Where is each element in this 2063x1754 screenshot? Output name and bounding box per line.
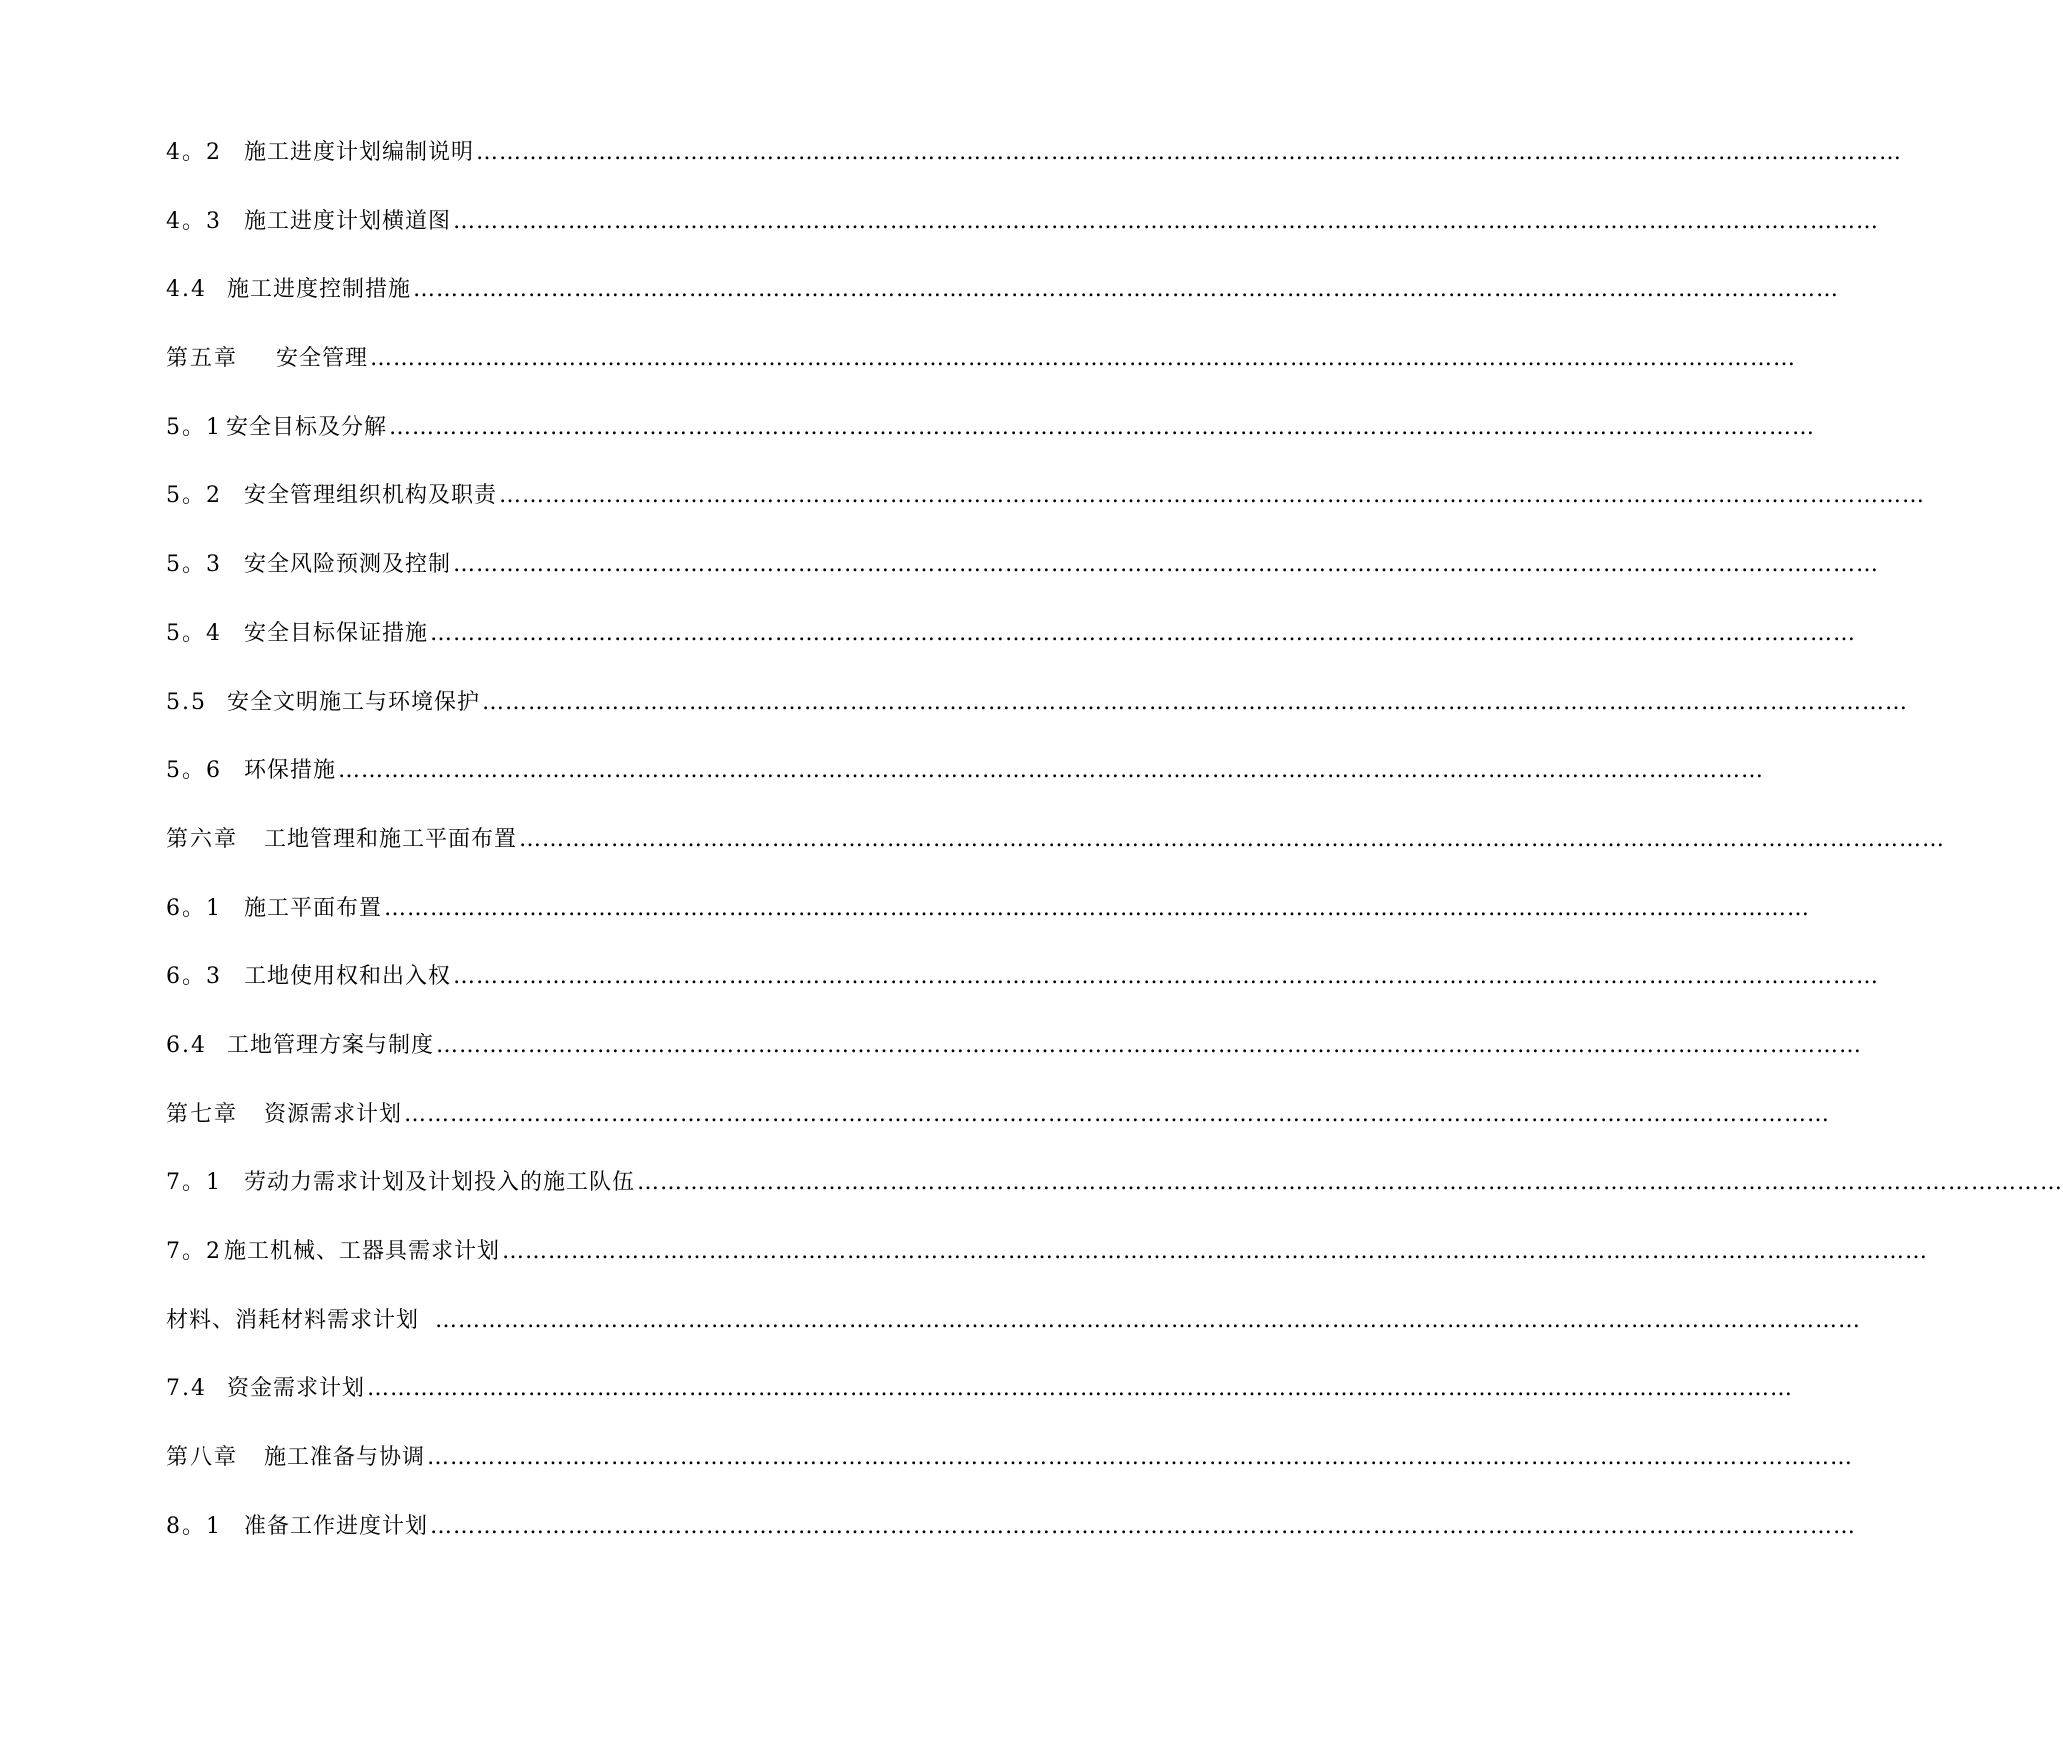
toc-entry-5-6 [166, 756, 1765, 825]
toc-entry-number: 6。3 [166, 964, 222, 990]
toc-dot-leader: …………………………………………………………………………………………………………………………………………………………………… [519, 826, 1946, 852]
toc-dot-leader: …………………………………………………………………………………………………………………………………………………………………… [436, 1032, 1863, 1058]
toc-entry-6-4 [166, 1031, 1863, 1100]
toc-dot-leader: …………………………………………………………………………………………………………………………………………………………………… [637, 1170, 2063, 1196]
toc-entry-5-3 [166, 550, 1880, 619]
toc-entry-5-4 [166, 619, 1857, 688]
table-of-contents [166, 138, 2063, 1580]
toc-entry-chapter-8 [166, 1443, 1854, 1512]
toc-entry-number: 8。1 [166, 1513, 222, 1539]
toc-entry-number: 7.4 [166, 1376, 207, 1402]
toc-entry-title: 安全目标保证措施 [244, 620, 429, 646]
toc-entry-number: 4。3 [166, 208, 222, 234]
toc-entry-7-1 [166, 1168, 2063, 1237]
toc-entry-5-1 [166, 413, 1816, 482]
toc-dot-leader: …………………………………………………………………………………………………………………………………………………………………… [435, 1307, 1862, 1333]
toc-entry-number: 第七章 [166, 1101, 239, 1127]
toc-entry-title: 安全风险预测及控制 [244, 552, 452, 578]
toc-entry-chapter-6 [166, 825, 1946, 894]
toc-entry-title: 材料、消耗材料需求计划 [166, 1307, 420, 1333]
toc-entry-title: 工地管理和施工平面布置 [264, 826, 518, 852]
toc-entry-title: 施工准备与协调 [264, 1445, 426, 1471]
toc-dot-leader: …………………………………………………………………………………………………………………………………………………………………… [502, 1239, 1929, 1264]
toc-entry-title: 资金需求计划 [227, 1376, 366, 1402]
toc-entry-5-2 [166, 481, 1926, 550]
toc-entry-4-3 [166, 207, 1880, 276]
toc-entry-number: 5.5 [166, 689, 207, 715]
toc-entry-title: 安全目标及分解 [226, 414, 388, 440]
toc-entry-4-4 [166, 275, 1840, 344]
toc-entry-chapter-5 [166, 344, 1797, 413]
toc-entry-8-1 [166, 1512, 1857, 1581]
toc-entry-number: 5。1 [166, 414, 222, 440]
toc-entry-title: 资源需求计划 [264, 1101, 403, 1127]
toc-entry-number: 5。6 [166, 758, 222, 784]
toc-dot-leader: …………………………………………………………………………………………………………………………………………………………………… [453, 208, 1880, 234]
toc-entry-number: 5。4 [166, 620, 222, 646]
toc-entry-title: 环保措施 [244, 758, 337, 784]
toc-entry-5-5 [166, 688, 1909, 757]
toc-entry-chapter-7 [166, 1100, 1831, 1169]
toc-entry-title: 劳动力需求计划及计划投入的施工队伍 [244, 1170, 636, 1196]
toc-dot-leader: …………………………………………………………………………………………………………………………………………………………………… [389, 414, 1816, 440]
toc-entry-materials [166, 1306, 1862, 1375]
toc-entry-number: 第五章 [166, 346, 239, 372]
toc-entry-title: 工地使用权和出入权 [244, 964, 452, 990]
toc-entry-title: 施工机械、工器具需求计划 [224, 1239, 501, 1264]
toc-entry-number: 4.4 [166, 277, 207, 303]
toc-entry-6-3 [166, 962, 1880, 1031]
toc-entry-title: 施工平面布置 [244, 895, 383, 921]
toc-dot-leader: …………………………………………………………………………………………………………………………………………………………………… [453, 552, 1880, 578]
toc-entry-4-2 [166, 138, 1903, 207]
toc-entry-title: 施工进度计划编制说明 [244, 140, 475, 165]
toc-dot-leader: …………………………………………………………………………………………………………………………………………………………………… [453, 964, 1880, 990]
toc-entry-6-1 [166, 894, 1811, 963]
toc-entry-number: 7。2 [166, 1239, 222, 1264]
toc-dot-leader: …………………………………………………………………………………………………………………………………………………………………… [404, 1101, 1831, 1127]
toc-dot-leader: …………………………………………………………………………………………………………………………………………………………………… [413, 277, 1840, 303]
toc-entry-number: 6.4 [166, 1032, 207, 1058]
toc-entry-title: 安全管理组织机构及职责 [244, 483, 498, 509]
toc-entry-7-4 [166, 1374, 1794, 1443]
toc-entry-number: 6。1 [166, 895, 222, 921]
toc-entry-number: 7。1 [166, 1170, 222, 1196]
toc-entry-title: 施工进度计划横道图 [244, 208, 452, 234]
toc-entry-title: 工地管理方案与制度 [227, 1032, 435, 1058]
toc-dot-leader: …………………………………………………………………………………………………………………………………………………………………… [482, 689, 1909, 715]
toc-entry-title: 施工进度控制措施 [227, 277, 412, 303]
toc-entry-number: 4。2 [166, 140, 222, 165]
toc-dot-leader: …………………………………………………………………………………………………………………………………………………………………… [370, 346, 1797, 372]
toc-entry-number: 5。3 [166, 552, 222, 578]
toc-entry-7-2 [166, 1237, 1929, 1306]
toc-dot-leader: …………………………………………………………………………………………………………………………………………………………………… [499, 483, 1926, 509]
toc-dot-leader: …………………………………………………………………………………………………………………………………………………………………… [367, 1376, 1794, 1402]
toc-dot-leader: …………………………………………………………………………………………………………………………………………………………………… [427, 1445, 1854, 1471]
toc-dot-leader: …………………………………………………………………………………………………………………………………………………………………… [384, 895, 1811, 921]
toc-entry-number: 5。2 [166, 483, 222, 509]
toc-entry-title: 安全文明施工与环境保护 [227, 689, 481, 715]
toc-entry-title: 准备工作进度计划 [244, 1513, 429, 1539]
toc-dot-leader: …………………………………………………………………………………………………………………………………………………………………… [430, 1513, 1857, 1539]
toc-entry-number: 第六章 [166, 826, 239, 852]
toc-entry-title: 安全管理 [276, 346, 369, 372]
toc-dot-leader: …………………………………………………………………………………………………………………………………………………………………… [476, 140, 1903, 165]
toc-dot-leader: …………………………………………………………………………………………………………………………………………………………………… [430, 620, 1857, 646]
toc-entry-number: 第八章 [166, 1445, 239, 1471]
toc-dot-leader: …………………………………………………………………………………………………………………………………………………………………… [338, 758, 1765, 784]
